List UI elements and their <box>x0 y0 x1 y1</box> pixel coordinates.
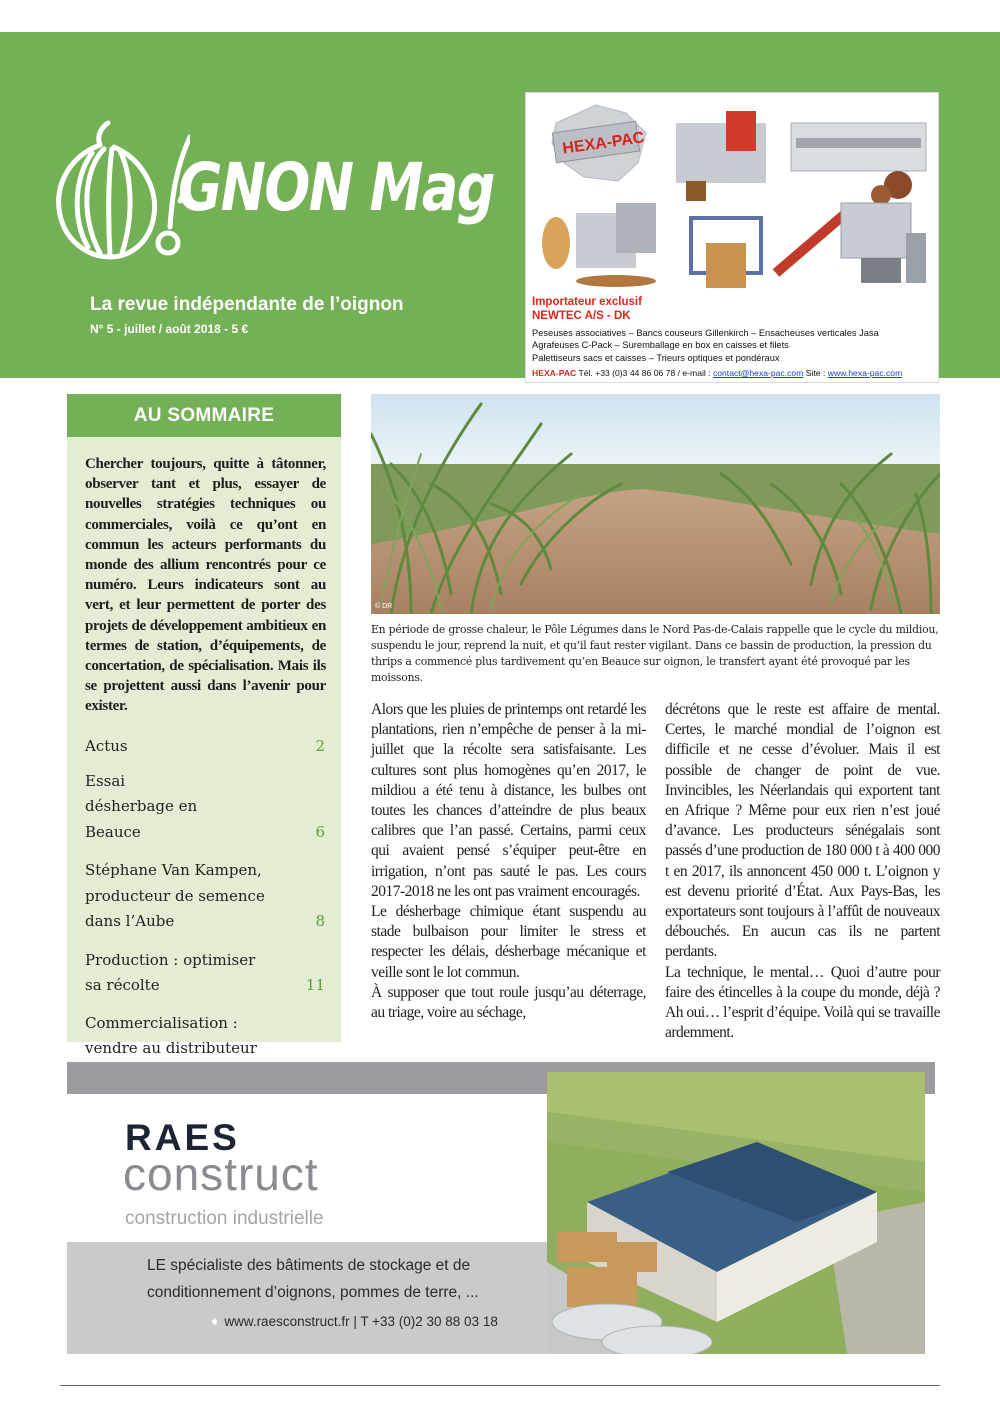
table-of-contents <box>67 394 341 1057</box>
onion-logo-icon <box>50 117 190 267</box>
toc-item-page: 2 <box>315 737 325 755</box>
raes-contact[interactable] <box>209 1314 498 1330</box>
article-column-1 <box>371 700 646 1023</box>
toc-item-title: Essai désherbage en Beauce <box>85 771 198 841</box>
toc-item-page: 11 <box>305 976 325 994</box>
magazine-logo[interactable] <box>50 117 494 267</box>
warehouse-aerial-photo <box>547 1072 925 1354</box>
toc-item-title: Actus <box>85 737 128 755</box>
importer-line2: NEWTEC A/S - DK <box>532 310 631 322</box>
contact-brand: HEXA-PAC <box>532 368 577 378</box>
logo-wordmark: GNON Mag <box>178 149 494 226</box>
article-paragraph: La technique, le mental… Quoi d’autre pour faire des étincelles à la coupe du monde, déjà ? Ah oui… l’esprit d’équipe. Voilà qui se travaille ardemment. <box>665 963 940 1042</box>
contact-email-link[interactable]: contact@hexa-pac.com <box>712 368 804 378</box>
toc-item-title: Stéphane Van Kampen, producteur de semence dans l’Aube <box>85 861 265 930</box>
hexa-contact-line <box>532 368 902 378</box>
contact-phone: Tél. +33 (0)3 44 86 06 78 / e-mail : <box>576 368 713 378</box>
arrow-right-icon: ➧ <box>209 1314 221 1329</box>
importer-line1: Importateur exclusif <box>532 296 642 308</box>
toc-item-actus[interactable] <box>85 734 325 760</box>
article-paragraph: décrétons que le reste est affaire de mental. Certes, le marché mondial de l’oignon est difficile et ne cesse d’évoluer. Mais il est possible de changer de point de vue. Invincibles, les Néerlandais qui exportent tant en Afrique ? Même pour eux rien n’est joué d’avance. Les producteurs sénégalais sont passés d’une production de 180 000 t à 400 000 t en 2017, ils annoncent 450 000 t. L’oignon y est devenu priorité d’État. Aux Pays-Bas, les exportateurs sont toujours à l’affût de nouveaux débouchés. En aucun cas ils ne partent perdants. <box>665 701 940 961</box>
raes-contact-text: www.raesconstruct.fr | T +33 (0)2 30 88 03 18 <box>224 1314 498 1329</box>
contact-site-label: Site : <box>803 368 828 378</box>
warehouse-image <box>547 1072 925 1354</box>
toc-item-title: Commercialisation : vendre au distributeur <box>85 1013 257 1057</box>
raes-construct-advertisement[interactable] <box>67 1062 935 1354</box>
raes-info-box <box>67 1242 547 1354</box>
footer-divider <box>60 1385 940 1386</box>
importer-label <box>532 295 642 323</box>
onion-field-photo <box>371 394 940 614</box>
toc-heading: AU SOMMAIRE <box>67 394 341 437</box>
photo-caption: En période de grosse chaleur, le Pôle Légumes dans le Nord Pas-de-Calais rappelle que le cycle du mildiou, suspendu le jour, reprend la nuit, et qu’il faut rester vigilant. Dans ce bassin de production, la pression du thrips a commencé plus tardivement qu’en Beauce sur oignon, le transfert ayant été provoqué par les moissons. <box>371 623 939 684</box>
toc-item-page: 8 <box>315 912 325 930</box>
magazine-tagline: La revue indépendante de l’oignon <box>90 294 404 315</box>
toc-item-van-kampen[interactable] <box>85 858 325 935</box>
toc-item-desherbage[interactable] <box>85 769 325 846</box>
product-line: Palettiseurs sacs et caisses – Trieurs optiques et pondéraux <box>532 352 780 363</box>
hexa-pac-logo-text: HEXA-PAC <box>561 129 646 158</box>
raes-tagline: construction industrielle <box>125 1208 324 1229</box>
product-line: Peseuses associatives – Bancs couseurs Gillenkirch – Ensacheuses verticales Jasa <box>532 328 879 338</box>
packaging-machines-illustration <box>526 93 938 293</box>
onion-field-image <box>371 394 940 614</box>
issue-info: N° 5 - juillet / août 2018 - 5 € <box>90 322 249 336</box>
masthead <box>0 32 1000 378</box>
photo-credit: © DR <box>375 603 393 610</box>
article-paragraph: Alors que les pluies de printemps ont retardé les plantations, rien n’empêche de penser à la mi-juillet que la récolte sera satisfaisante. Les cultures sont plus homogènes qu’en 2017, le mildiou a été tenu à distance, les bulbes ont toutes les chances d’atteindre de plus beaux calibres que l’an passé. Certains, parmi ceux qui avaient pensé s’équiper peut-être en irrigation, n’ont pas sauté le pas. Les cours 2017-2018 ne les ont pas vraiment encouragés. <box>371 701 646 900</box>
toc-list <box>85 734 325 1087</box>
toc-intro: Chercher toujours, quitte à tâtonner, observer tant et plus, essayer de nouvelles stratégies techniques ou commerciales, voilà ce qu’ont en commun les acteurs performants du monde des allium rencontrés pour ce numéro. Leurs indicateurs sont au vert, et leur permettent de porter des projets de développement ambitieux en termes de station, d’équipements, de concertation, de spécialisation. Mais ils se projettent aussi dans l’avenir pour exister. <box>85 456 326 715</box>
raes-description: LE spécialiste des bâtiments de stockage et de conditionnement d’oignons, pommes de terre, ... <box>147 1257 479 1301</box>
toc-item-title: Production : optimiser sa récolte <box>85 950 256 994</box>
product-line: Agrafeuses C-Pack – Suremballage en box en caisses et filets <box>532 340 789 351</box>
hexa-products-list <box>532 327 879 364</box>
raes-logo-name: RAES <box>125 1117 240 1158</box>
article-column-2 <box>665 700 940 1043</box>
article-paragraph: À supposer que tout roule jusqu’au déterrage, au triage, voire au séchage, <box>371 983 646 1022</box>
toc-item-page: 6 <box>315 822 325 841</box>
hexa-pac-advertisement[interactable] <box>525 92 939 383</box>
toc-item-production[interactable] <box>85 948 325 999</box>
raes-logo-sub: construct <box>123 1148 319 1200</box>
contact-site-link[interactable]: www.hexa-pac.com <box>827 368 903 378</box>
article-paragraph: Le désherbage chimique étant suspendu au stade bulbaison pour limiter le stress et respecter les délais, désherbage mécanique et veille sont le lot commun. <box>371 903 646 981</box>
